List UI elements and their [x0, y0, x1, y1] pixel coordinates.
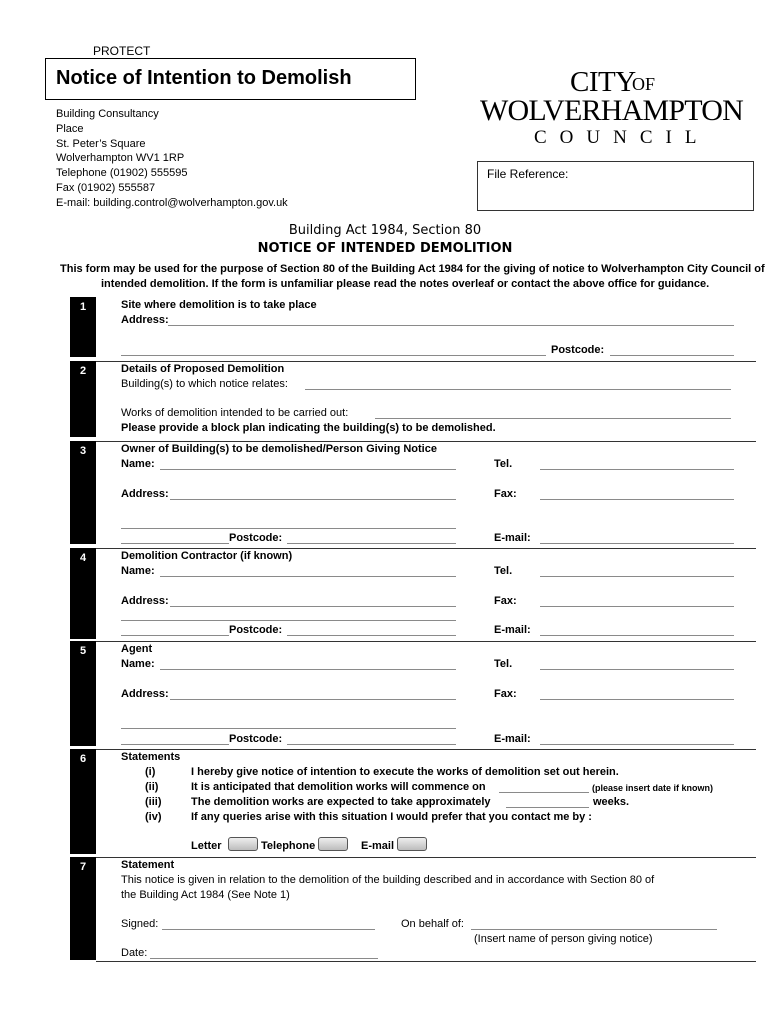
s2-works-label: Works of demolition intended to be carried out: — [121, 407, 349, 419]
commence-date-note: (please insert date if known) — [592, 783, 714, 793]
s7-statement-text-2: the Building Act 1984 (See Note 1) — [121, 889, 290, 901]
section-divider — [96, 961, 756, 962]
section-number-2: 2 — [70, 361, 96, 437]
s4-name-field[interactable] — [160, 576, 456, 577]
s1-postcode-field[interactable] — [610, 355, 734, 356]
section-2-title: Details of Proposed Demolition — [121, 363, 285, 375]
logo-wolverhampton: WOLVERHAMPTON — [480, 94, 743, 127]
s2-buildings-field[interactable] — [305, 389, 731, 390]
contact-telephone-label: Telephone — [261, 840, 316, 852]
s4-fax-field[interactable] — [540, 606, 734, 607]
s4-address-field[interactable] — [170, 606, 456, 607]
s4-email-field[interactable] — [540, 635, 734, 636]
s5-address-label: Address: — [121, 688, 169, 700]
address-line: Telephone (01902) 555595 — [56, 167, 188, 180]
date-label: Date: — [121, 947, 148, 959]
logo-council: COUNCIL — [534, 127, 710, 148]
section-divider — [96, 749, 756, 750]
act-reference: Building Act 1984, Section 80 — [288, 223, 482, 238]
s5-name-label: Name: — [121, 658, 155, 670]
contact-email-label: E-mail — [361, 840, 395, 852]
s4-fax-label: Fax: — [494, 595, 517, 607]
s5-name-field[interactable] — [160, 669, 456, 670]
section-3-title: Owner of Building(s) to be demolished/Person Giving Notice — [121, 443, 437, 455]
s3-fax-label: Fax: — [494, 488, 517, 500]
s5-address-field-2[interactable] — [121, 728, 456, 729]
on-behalf-of-label: On behalf of: — [401, 918, 464, 930]
statement-roman: (ii) — [145, 781, 159, 793]
logo-city: CITY — [570, 66, 636, 98]
contact-letter-checkbox[interactable] — [228, 837, 258, 851]
s3-tel-label: Tel. — [494, 458, 513, 470]
s5-tel-label: Tel. — [494, 658, 513, 670]
address-line: St. Peter’s Square — [56, 137, 146, 150]
s1-address-label: Address: — [121, 314, 169, 326]
signature-field[interactable] — [162, 929, 375, 930]
s3-email-field[interactable] — [540, 543, 734, 544]
section-divider — [96, 548, 756, 549]
intro-text-1: This form may be used for the purpose of Section 80 of the Building Act 1984 for the giving of notice to Wolverhampton City Council of — [60, 263, 765, 275]
section-number-3: 3 — [70, 441, 96, 544]
form-heading: NOTICE OF INTENDED DEMOLITION — [257, 241, 513, 256]
s3-address-field[interactable] — [170, 499, 456, 500]
s4-tel-label: Tel. — [494, 565, 513, 577]
s1-address-field-2[interactable] — [121, 355, 546, 356]
s5-email-label: E-mail: — [494, 733, 531, 745]
section-number-7: 7 — [70, 857, 96, 960]
s3-name-label: Name: — [121, 458, 155, 470]
statement-text: If any queries arise with this situation I would prefer that you contact me by : — [191, 811, 592, 823]
statement-roman: (iv) — [145, 811, 162, 823]
file-reference-box[interactable] — [477, 161, 754, 211]
s5-address-field-3[interactable] — [121, 744, 229, 745]
section-number-4: 4 — [70, 548, 96, 639]
s3-postcode-label: Postcode: — [229, 532, 283, 544]
file-reference-label: File Reference: — [487, 167, 569, 181]
section-number-6: 6 — [70, 749, 96, 854]
s5-address-field[interactable] — [170, 699, 456, 700]
statement-roman: (iii) — [145, 796, 162, 808]
section-6-title: Statements — [121, 751, 181, 763]
s3-address-field-2[interactable] — [121, 528, 456, 529]
on-behalf-of-field[interactable] — [471, 929, 717, 930]
section-divider — [96, 361, 756, 362]
section-4-title: Demolition Contractor (if known) — [121, 550, 293, 562]
s4-address-field-2[interactable] — [121, 620, 456, 621]
section-number-5: 5 — [70, 641, 96, 746]
s3-name-field[interactable] — [160, 469, 456, 470]
commence-date-field[interactable] — [499, 792, 589, 793]
s7-statement-text-1: This notice is given in relation to the demolition of the building described and in accordance with Section 80 of — [121, 874, 655, 886]
section-5-title: Agent — [121, 643, 153, 655]
s2-buildings-label: Building(s) to which notice relates: — [121, 378, 288, 390]
signed-label: Signed: — [121, 918, 159, 930]
council-logo — [470, 64, 760, 154]
statement-text: The demolition works are expected to take approximately — [191, 796, 491, 808]
s5-postcode-label: Postcode: — [229, 733, 283, 745]
contact-telephone-checkbox[interactable] — [318, 837, 348, 851]
address-line: Fax (01902) 555587 — [56, 181, 156, 194]
s2-works-field[interactable] — [375, 418, 731, 419]
logo-of: OF — [632, 74, 656, 94]
s5-postcode-field[interactable] — [287, 744, 456, 745]
statement-text: I hereby give notice of intention to execute the works of demolition set out herein. — [191, 766, 619, 778]
section-divider — [96, 441, 756, 442]
address-line: E-mail: building.control@wolverhampton.gov.uk — [56, 196, 288, 209]
section-divider — [96, 857, 756, 858]
address-line: Place — [56, 122, 84, 135]
s4-address-field-3[interactable] — [121, 635, 229, 636]
s4-name-label: Name: — [121, 565, 155, 577]
s3-email-label: E-mail: — [494, 532, 531, 544]
s3-postcode-field[interactable] — [287, 543, 456, 544]
section-number-1: 1 — [70, 297, 96, 357]
s5-fax-field[interactable] — [540, 699, 734, 700]
contact-letter-label: Letter — [191, 840, 222, 852]
s1-postcode-label: Postcode: — [551, 344, 605, 356]
contact-email-checkbox[interactable] — [397, 837, 427, 851]
s4-postcode-label: Postcode: — [229, 624, 283, 636]
statement-text: It is anticipated that demolition works will commence on — [191, 781, 486, 793]
title-box — [45, 58, 416, 100]
intro-text-2: intended demolition. If the form is unfamiliar please read the notes overleaf or contact the above office for guidance. — [101, 278, 710, 290]
s4-tel-field[interactable] — [540, 576, 734, 577]
page-title: Notice of Intention to Demolish — [56, 67, 352, 89]
s4-postcode-field[interactable] — [287, 635, 456, 636]
duration-weeks-field[interactable] — [506, 807, 589, 808]
protect-marking: PROTECT — [93, 44, 151, 58]
weeks-suffix: weeks. — [593, 796, 630, 808]
s1-address-field[interactable] — [168, 325, 734, 326]
council-address-block — [56, 107, 288, 211]
s5-email-field[interactable] — [540, 744, 734, 745]
s3-address-label: Address: — [121, 488, 169, 500]
s3-tel-field[interactable] — [540, 469, 734, 470]
s2-block-plan-note: Please provide a block plan indicating the building(s) to be demolished. — [121, 422, 496, 434]
s5-tel-field[interactable] — [540, 669, 734, 670]
section-1-title: Site where demolition is to take place — [121, 299, 317, 311]
address-line: Building Consultancy — [56, 108, 159, 120]
s4-address-label: Address: — [121, 595, 169, 607]
address-line: Wolverhampton WV1 1RP — [56, 152, 185, 165]
date-field[interactable] — [150, 958, 378, 959]
section-divider — [96, 641, 756, 642]
statement-roman: (i) — [145, 766, 156, 778]
s4-email-label: E-mail: — [494, 624, 531, 636]
s3-address-field-3[interactable] — [121, 543, 229, 544]
insert-name-note: (Insert name of person giving notice) — [474, 933, 653, 945]
s5-fax-label: Fax: — [494, 688, 517, 700]
s3-fax-field[interactable] — [540, 499, 734, 500]
section-7-title: Statement — [121, 859, 175, 871]
